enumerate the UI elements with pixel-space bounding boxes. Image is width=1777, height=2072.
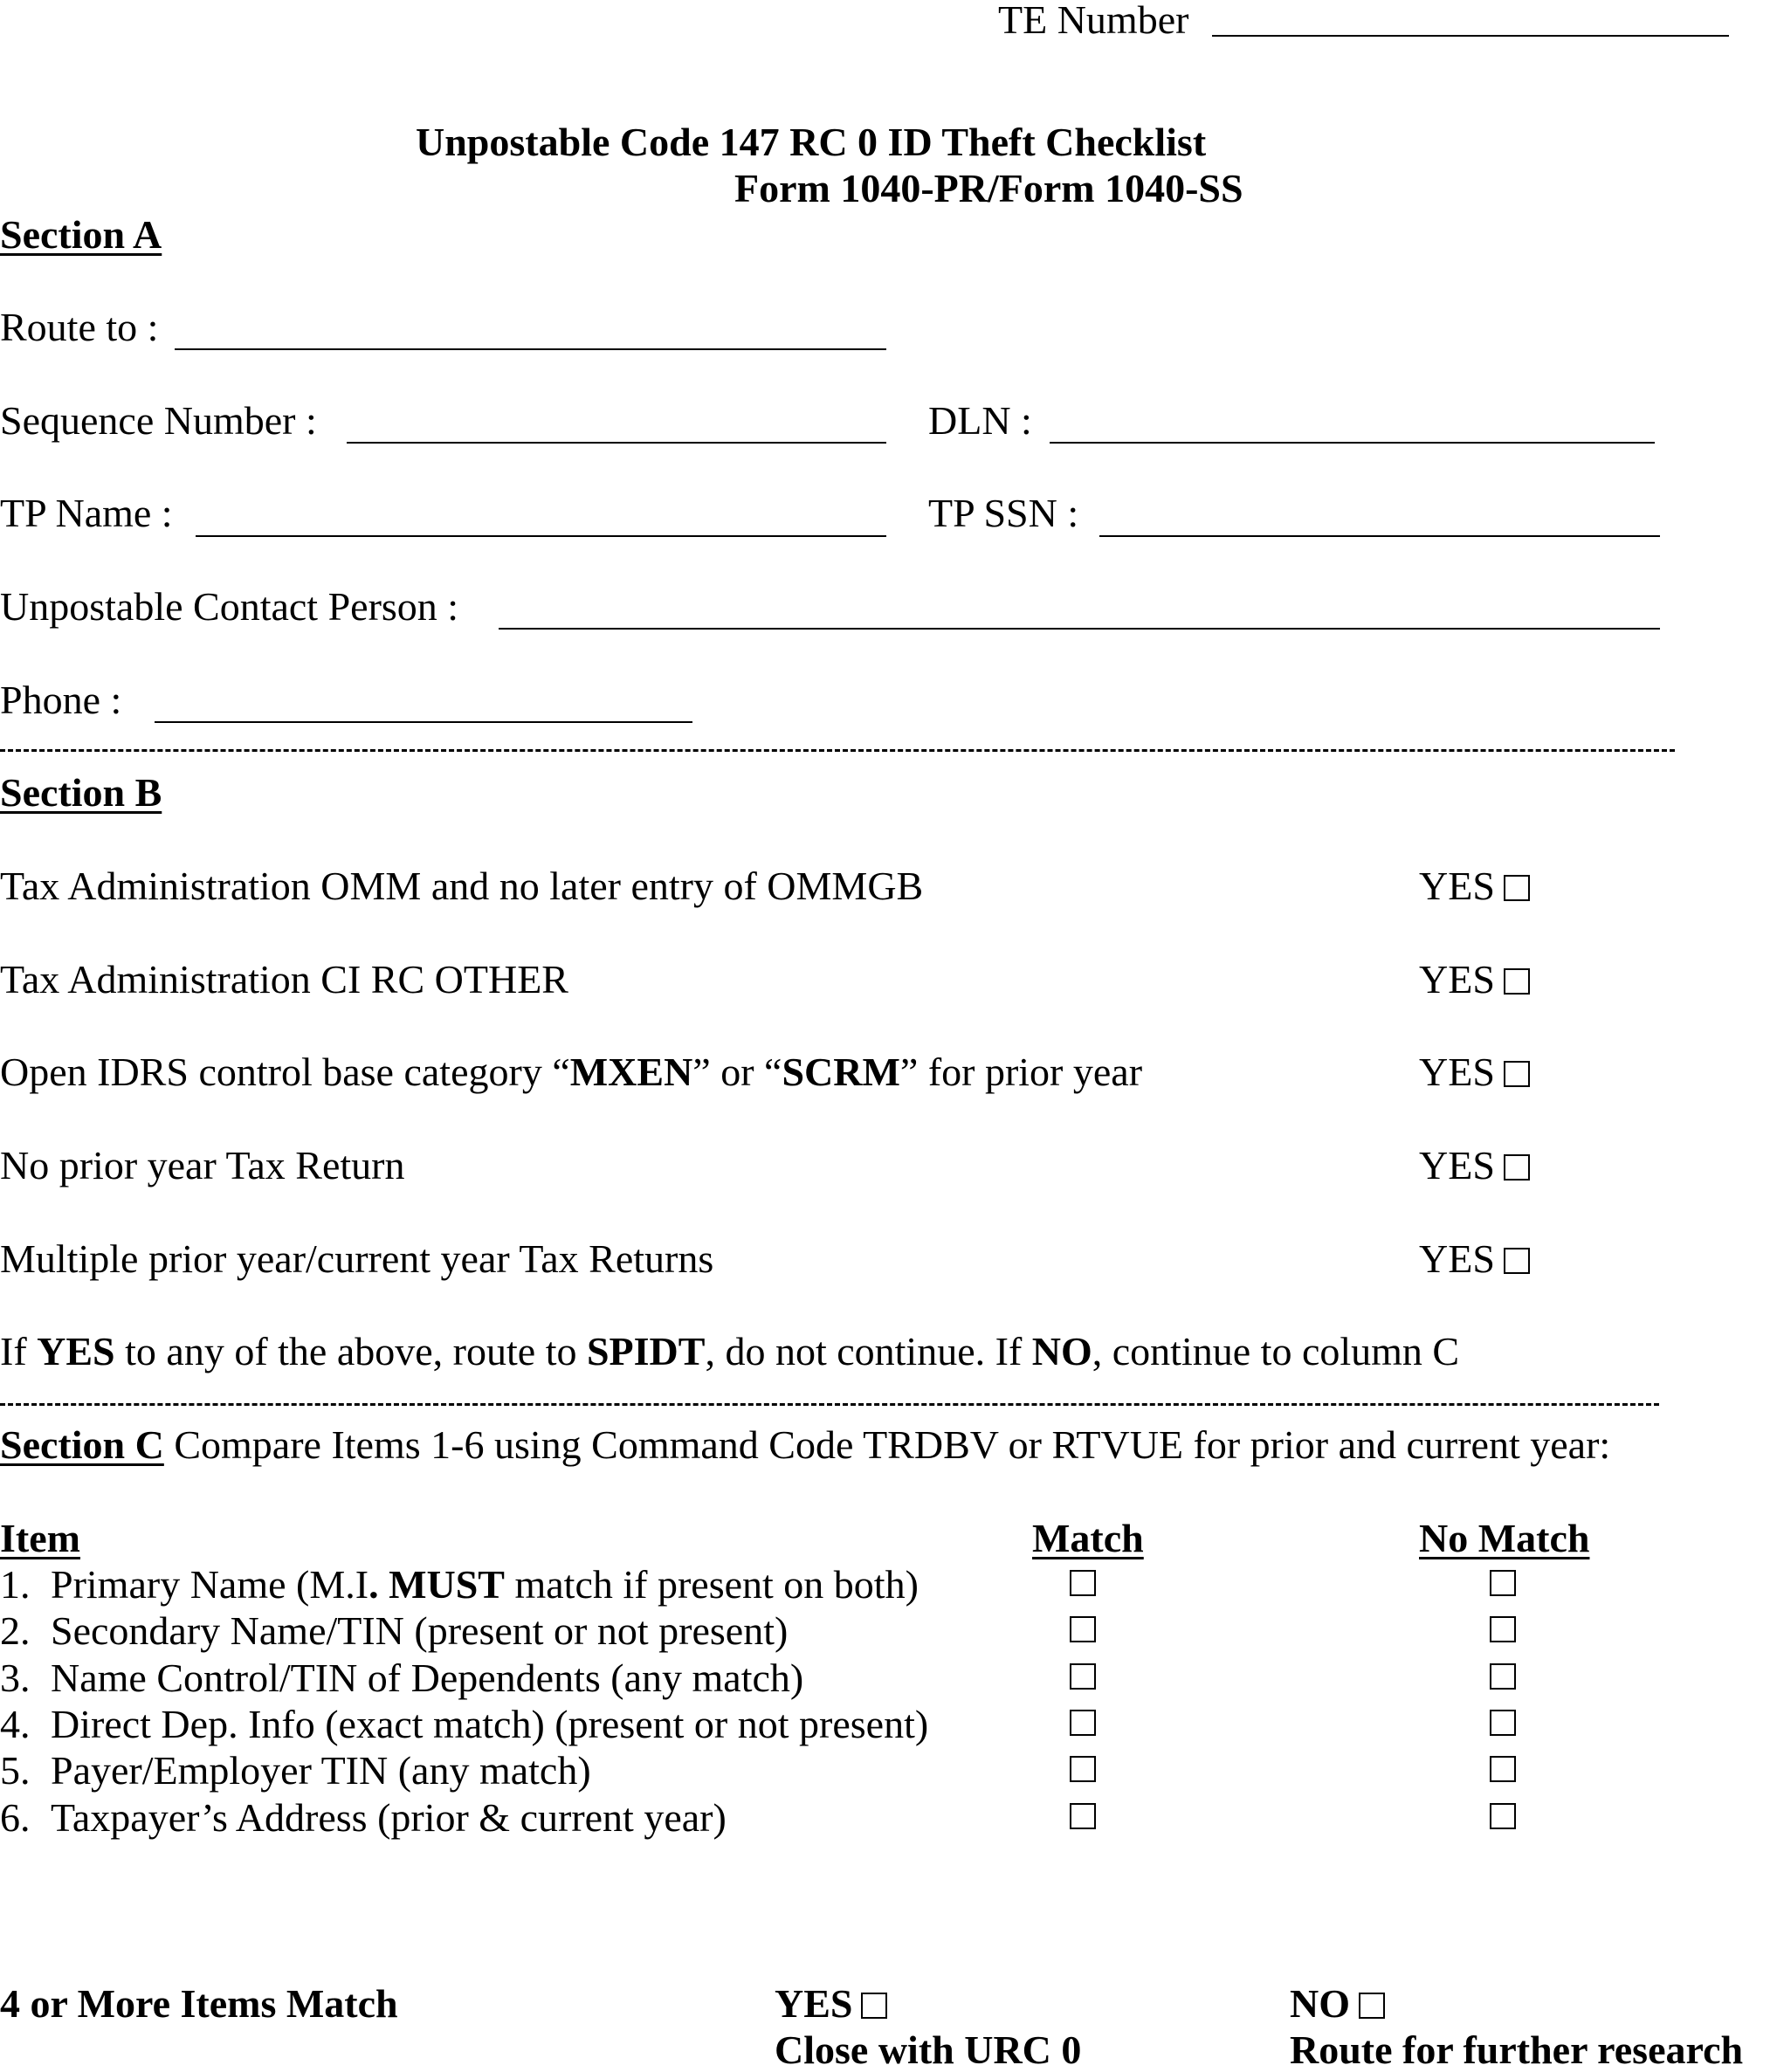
phone-field[interactable]: [155, 721, 692, 723]
section-b-item-text: Open IDRS control base category “MXEN” or “SCRM” for prior year: [0, 1050, 1143, 1094]
te-number-field[interactable]: [1212, 35, 1729, 37]
match-checkbox[interactable]: [1070, 1616, 1096, 1642]
match-checkbox[interactable]: [1070, 1570, 1096, 1596]
te-number-label: TE Number: [998, 0, 1189, 42]
no-match-checkbox[interactable]: [1490, 1803, 1516, 1829]
dln-field[interactable]: [1050, 442, 1655, 444]
result-yes-checkbox[interactable]: YES: [775, 1984, 887, 2024]
column-header-match: Match: [1032, 1516, 1144, 1560]
route-to-field[interactable]: [175, 348, 886, 350]
yes-checkbox[interactable]: YES: [1419, 1146, 1530, 1186]
no-match-checkbox[interactable]: [1490, 1616, 1516, 1642]
section-divider-b: [0, 1403, 1659, 1406]
yes-checkbox[interactable]: YES: [1419, 1052, 1530, 1092]
match-checkbox[interactable]: [1070, 1803, 1096, 1829]
dln-label: DLN :: [928, 398, 1032, 443]
section-b-item-text: Tax Administration OMM and no later entry of OMMGB: [0, 864, 924, 908]
yes-checkbox[interactable]: YES: [1419, 960, 1530, 1000]
result-no-action: Route for further research: [1290, 2027, 1744, 2072]
sequence-number-field[interactable]: [347, 442, 886, 444]
match-checkbox[interactable]: [1070, 1663, 1096, 1690]
page-subtitle: Form 1040-PR/Form 1040-SS: [734, 166, 1243, 210]
result-no-checkbox[interactable]: NO: [1290, 1984, 1385, 2024]
column-header-no-match: No Match: [1419, 1516, 1590, 1560]
column-header-item: Item: [0, 1516, 80, 1560]
yes-checkbox[interactable]: YES: [1419, 1239, 1530, 1279]
section-c-intro: Section C Compare Items 1-6 using Command Code TRDBV or RTVUE for prior and current year:: [0, 1422, 1611, 1467]
tp-name-label: TP Name :: [0, 491, 173, 535]
no-match-checkbox[interactable]: [1490, 1710, 1516, 1736]
result-yes-action: Close with URC 0: [775, 2027, 1082, 2072]
match-checkbox[interactable]: [1070, 1710, 1096, 1736]
item-text: Payer/Employer TIN (any match): [51, 1748, 591, 1793]
contact-person-field[interactable]: [499, 628, 1660, 630]
item-text: Secondary Name/TIN (present or not present): [51, 1608, 789, 1653]
no-match-checkbox[interactable]: [1490, 1756, 1516, 1782]
route-to-label: Route to :: [0, 305, 159, 349]
item-number: 3.: [0, 1656, 31, 1700]
item-text: Primary Name (M.I. MUST match if present on both): [51, 1562, 919, 1607]
section-b-heading: Section B: [0, 770, 162, 815]
match-checkbox[interactable]: [1070, 1756, 1096, 1782]
tp-ssn-field[interactable]: [1099, 535, 1660, 537]
tp-ssn-label: TP SSN :: [928, 491, 1079, 535]
sequence-number-label: Sequence Number :: [0, 398, 317, 443]
phone-label: Phone :: [0, 678, 122, 722]
no-match-checkbox[interactable]: [1490, 1570, 1516, 1596]
item-text: Name Control/TIN of Dependents (any match): [51, 1656, 804, 1700]
section-a-heading: Section A: [0, 212, 162, 257]
item-text: Direct Dep. Info (exact match) (present or not present): [51, 1702, 929, 1746]
item-number: 6.: [0, 1795, 31, 1840]
item-number: 1.: [0, 1562, 31, 1607]
page-title: Unpostable Code 147 RC 0 ID Theft Checklist: [416, 120, 1207, 164]
item-number: 5.: [0, 1748, 31, 1793]
section-b-instruction: If YES to any of the above, route to SPIDT, do not continue. If NO, continue to column C: [0, 1329, 1460, 1373]
section-b-item-text: No prior year Tax Return: [0, 1143, 405, 1187]
item-number: 4.: [0, 1702, 31, 1746]
item-text: Taxpayer’s Address (prior & current year): [51, 1795, 727, 1840]
item-number: 2.: [0, 1608, 31, 1653]
no-match-checkbox[interactable]: [1490, 1663, 1516, 1690]
yes-checkbox[interactable]: YES: [1419, 866, 1530, 906]
contact-person-label: Unpostable Contact Person :: [0, 584, 459, 629]
tp-name-field[interactable]: [196, 535, 886, 537]
section-b-item-text: Tax Administration CI RC OTHER: [0, 957, 568, 1002]
result-label: 4 or More Items Match: [0, 1981, 398, 2026]
section-b-item-text: Multiple prior year/current year Tax Returns: [0, 1236, 714, 1281]
section-c-heading: Section C: [0, 1422, 164, 1467]
section-divider-a: [0, 749, 1675, 752]
